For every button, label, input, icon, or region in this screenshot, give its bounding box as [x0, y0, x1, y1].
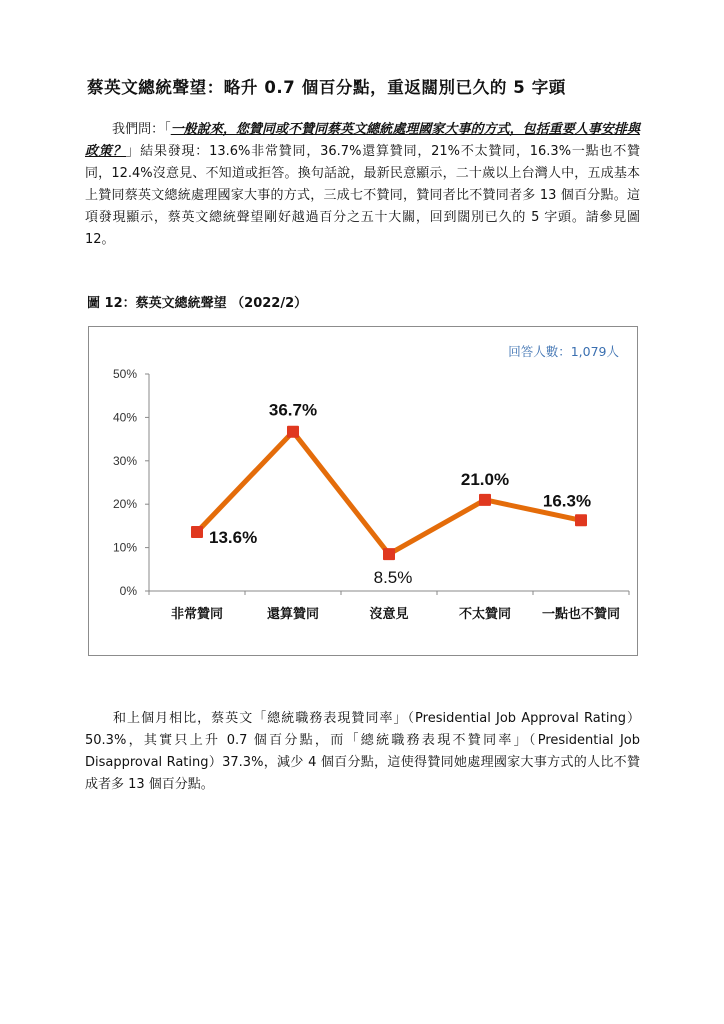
approval-chart	[88, 326, 638, 656]
data-label: 13.6%	[209, 527, 258, 547]
intro-rest: 」結果發現：13.6%非常贊同，36.7%還算贊同，21%不太贊同，16.3%一點也不贊同，12.4%沒意見、不知道或拒答。換句話說，最新民意顯示，二十歲以上台灣人中，五成基本上贊同蔡英文總統處理國家大事的方式，三成七不贊同，贊同者比不贊同者多 13 個百分點。這項發現顯示，蔡英文總統聲望剛好越過百分之五十大關，回到闊別已久的 5 字頭。請參見圖 12。	[85, 144, 640, 247]
paragraph-comparison	[85, 708, 640, 796]
chart-svg	[89, 327, 637, 655]
y-tick-label: 40%	[112, 410, 137, 425]
data-point-marker	[287, 426, 299, 438]
intro-lead: 我們問：「	[112, 122, 171, 137]
figure-caption: 圖 12：蔡英文總統聲望 （2022/2）	[87, 296, 308, 311]
x-category-label: 一點也不贊同	[541, 607, 621, 622]
x-category-label: 不太贊同	[458, 607, 512, 622]
y-tick-label: 10%	[112, 540, 137, 555]
survey-question: 一般說來，您贊同或不贊同蔡英文總統處理國家大事的方式，包括重要人事安排與政策？	[85, 122, 640, 159]
data-point-marker	[383, 548, 395, 560]
y-tick-label: 0%	[119, 584, 137, 598]
x-category-label: 非常贊同	[170, 607, 224, 622]
y-tick-label: 30%	[112, 453, 137, 468]
comparison-text: 和上個月相比，蔡英文「總統職務表現贊同率」（Presidential Job Approval Rating）50.3%，其實只上升 0.7 個百分點，而「總統職務表現不贊同率」（Presidential Job Disapproval Rating）37.3%，減少 4 個百分點，這使得贊同她處理國家大事方式的人比不贊成者多 13 個百分點。	[85, 711, 640, 792]
x-category-label: 沒意見	[369, 607, 409, 622]
y-tick-label: 20%	[112, 497, 137, 512]
respondent-count: 回答人數：1,079人	[508, 344, 619, 359]
paragraph-intro	[85, 119, 640, 251]
y-tick-label: 50%	[112, 367, 137, 381]
data-label: 8.5%	[373, 568, 413, 588]
data-label: 36.7%	[268, 400, 318, 420]
data-point-marker	[575, 514, 587, 526]
page-title: 蔡英文總統聲望：略升 0.7 個百分點，重返闊別已久的 5 字頭	[87, 78, 566, 97]
data-point-marker	[191, 526, 203, 538]
data-label: 21.0%	[460, 469, 510, 489]
data-point-marker	[479, 494, 491, 506]
data-label: 16.3%	[542, 491, 592, 511]
x-category-label: 還算贊同	[266, 607, 320, 622]
